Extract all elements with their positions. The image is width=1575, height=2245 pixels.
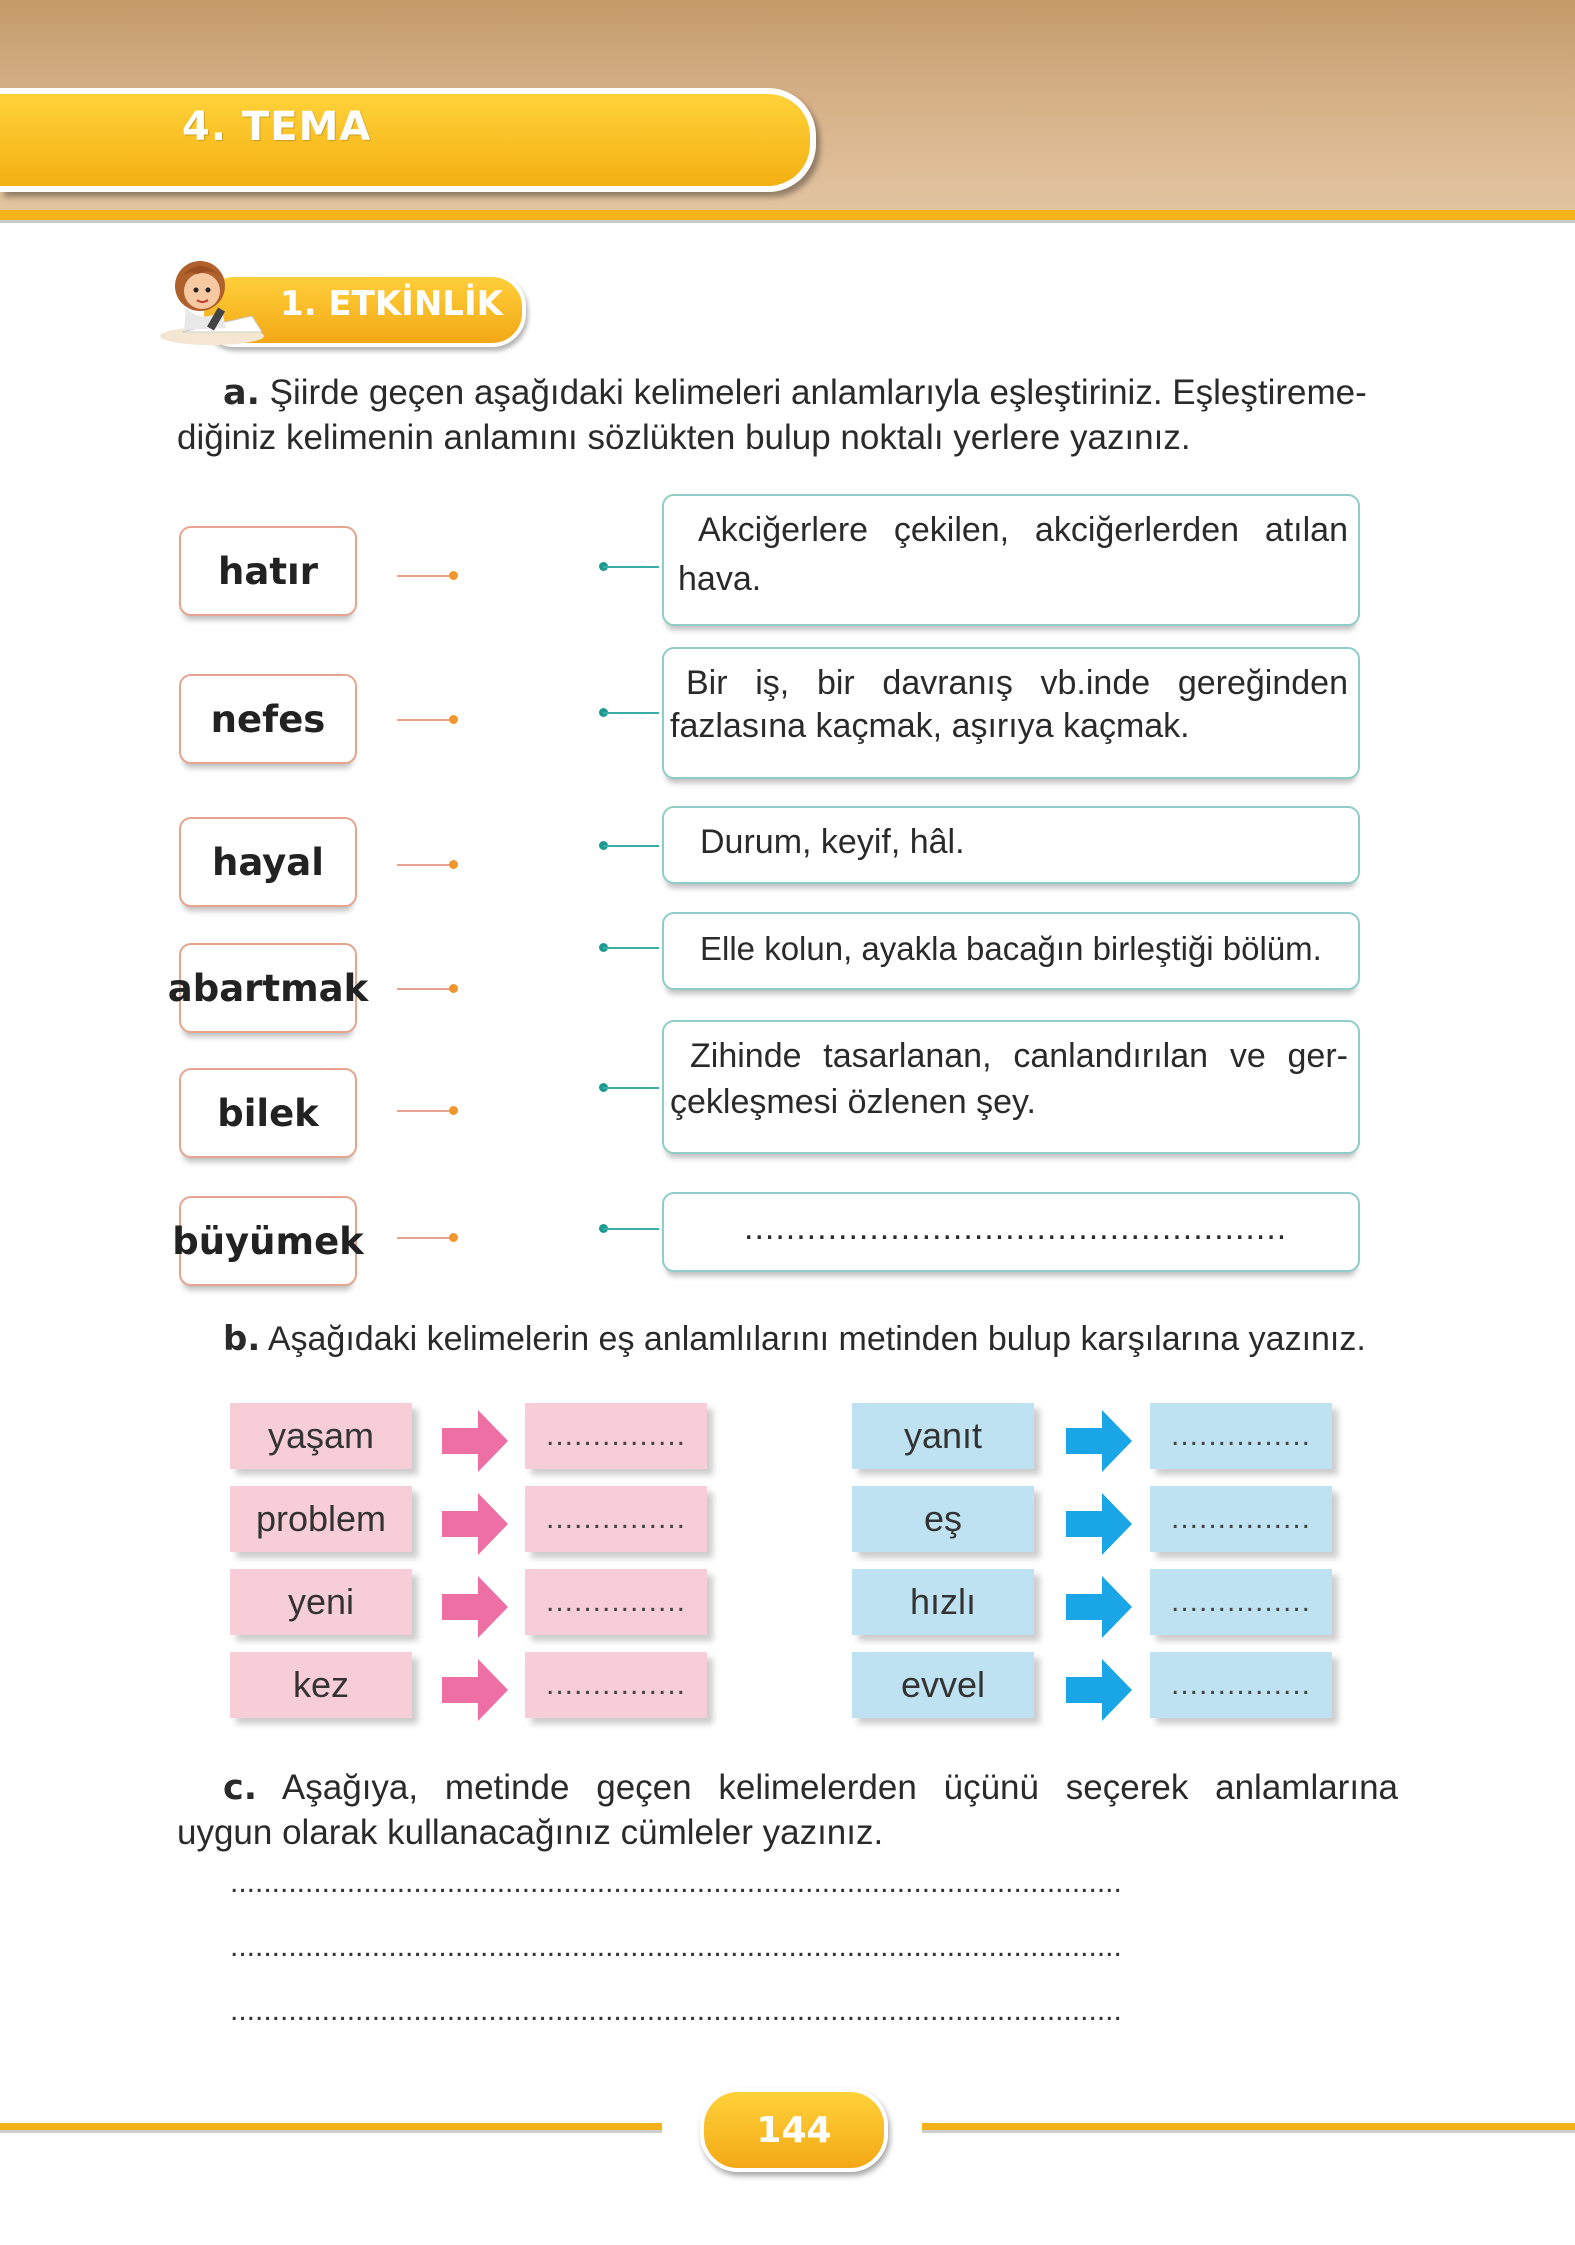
definition-box-6[interactable] <box>662 1192 1360 1272</box>
word-connector <box>397 575 452 577</box>
word-dot[interactable] <box>449 1233 458 1242</box>
synonym-blank[interactable]: ............... <box>1150 1403 1332 1469</box>
word-dot[interactable] <box>449 860 458 869</box>
word-box-hayal[interactable]: hayal <box>179 817 357 907</box>
definition-text: çekleşmesi özlenen şey. <box>670 1083 1036 1121</box>
definition-box-1 <box>662 494 1360 626</box>
definition-connector <box>603 947 659 949</box>
footer-rule-right <box>922 2123 1575 2130</box>
section-a-text: Şiirde geçen aşağıdaki kelimeleri anlamlarıyla eşleştiriniz. Eşleştireme- <box>269 373 1367 412</box>
pink-arrow-icon <box>442 1659 508 1721</box>
blue-arrow-icon <box>1066 1410 1132 1472</box>
pink-arrow-icon <box>442 1493 508 1555</box>
section-c-line2: uygun olarak kullanacağınız cümleler yazınız. <box>177 1813 884 1852</box>
word-connector <box>397 988 452 990</box>
synonym-word: yaşam <box>230 1403 412 1469</box>
synonym-blank[interactable]: ............... <box>525 1652 707 1718</box>
word-box-bilek[interactable]: bilek <box>179 1068 357 1158</box>
word-connector <box>397 864 452 866</box>
answer-line[interactable]: ........................................................................................................... <box>230 1994 1122 2027</box>
definition-box-4 <box>662 912 1360 990</box>
word-box-hatir[interactable]: hatır <box>179 526 357 616</box>
synonym-blank[interactable]: ............... <box>1150 1486 1332 1552</box>
section-b-instruction <box>223 1316 1423 1362</box>
tema-banner <box>0 88 816 192</box>
activity-title: 1. ETKİNLİK <box>280 284 503 324</box>
pink-arrow-icon <box>442 1576 508 1638</box>
synonym-word: problem <box>230 1486 412 1552</box>
word-box-buyumek[interactable]: büyümek <box>179 1196 357 1286</box>
synonym-blank[interactable]: ............... <box>1150 1652 1332 1718</box>
definition-text: Durum, keyif, hâl. <box>700 823 965 861</box>
blue-arrow-icon <box>1066 1493 1132 1555</box>
definition-connector <box>603 712 659 714</box>
definition-connector <box>603 1228 659 1230</box>
section-c-letter: c. <box>223 1768 258 1808</box>
synonym-word: yeni <box>230 1569 412 1635</box>
blue-arrow-icon <box>1066 1576 1132 1638</box>
pink-arrow-icon <box>442 1410 508 1472</box>
word-box-abartmak[interactable]: abartmak <box>179 943 357 1033</box>
definition-connector <box>603 1087 659 1089</box>
section-a-line2: diğiniz kelimenin anlamını sözlükten bulup noktalı yerlere yazınız. <box>177 418 1191 457</box>
blue-arrow-icon <box>1066 1659 1132 1721</box>
definition-connector <box>603 566 659 568</box>
definition-text: Zihinde tasarlanan, canlandırılan ve ger- <box>690 1037 1348 1075</box>
synonym-word: evvel <box>852 1652 1034 1718</box>
synonym-word: yanıt <box>852 1403 1034 1469</box>
definition-text: Bir iş, bir davranış vb.inde gereğinden <box>686 664 1348 702</box>
synonym-blank[interactable]: ............... <box>525 1569 707 1635</box>
synonym-blank[interactable]: ............... <box>1150 1569 1332 1635</box>
definition-box-3 <box>662 806 1360 884</box>
word-connector <box>397 1110 452 1112</box>
synonym-blank[interactable]: ............... <box>525 1486 707 1552</box>
page-number: 144 <box>700 2088 888 2172</box>
header-rule <box>0 210 1575 220</box>
word-dot[interactable] <box>449 715 458 724</box>
definition-text: Akciğerlere çekilen, akciğerlerden atılan <box>698 511 1348 549</box>
girl-writing-icon <box>152 246 272 346</box>
section-b-letter: b. <box>223 1319 261 1359</box>
definition-text: fazlasına kaçmak, aşırıya kaçmak. <box>670 707 1190 745</box>
word-connector <box>397 1237 452 1239</box>
word-dot[interactable] <box>449 1106 458 1115</box>
section-b-text: Aşağıdaki kelimelerin eş anlamlılarını metinden bulup karşılarına yazınız. <box>267 1320 1366 1358</box>
section-a-line1 <box>223 370 1403 416</box>
synonym-word: eş <box>852 1486 1034 1552</box>
definition-text: hava. <box>678 560 762 598</box>
word-dot[interactable] <box>449 571 458 580</box>
section-c-line1 <box>223 1765 1398 1811</box>
synonym-blank[interactable]: ............... <box>525 1403 707 1469</box>
synonym-word: hızlı <box>852 1569 1034 1635</box>
footer-rule-left <box>0 2123 662 2130</box>
definition-blank[interactable]: .................................................... <box>744 1209 1288 1247</box>
word-dot[interactable] <box>449 984 458 993</box>
tema-title: 4. TEMA <box>182 104 372 150</box>
section-a-letter: a. <box>223 373 260 413</box>
section-c-text: Aşağıya, metinde geçen kelimelerden üçünü seçerek anlamlarına <box>281 1768 1398 1807</box>
definition-connector <box>603 845 659 847</box>
answer-line[interactable]: ........................................................................................................... <box>230 1866 1122 1899</box>
answer-line[interactable]: ........................................................................................................... <box>230 1930 1122 1963</box>
definition-text: Elle kolun, ayakla bacağın birleştiği bölüm. <box>700 930 1322 967</box>
word-connector <box>397 719 452 721</box>
word-box-nefes[interactable]: nefes <box>179 674 357 764</box>
synonym-word: kez <box>230 1652 412 1718</box>
